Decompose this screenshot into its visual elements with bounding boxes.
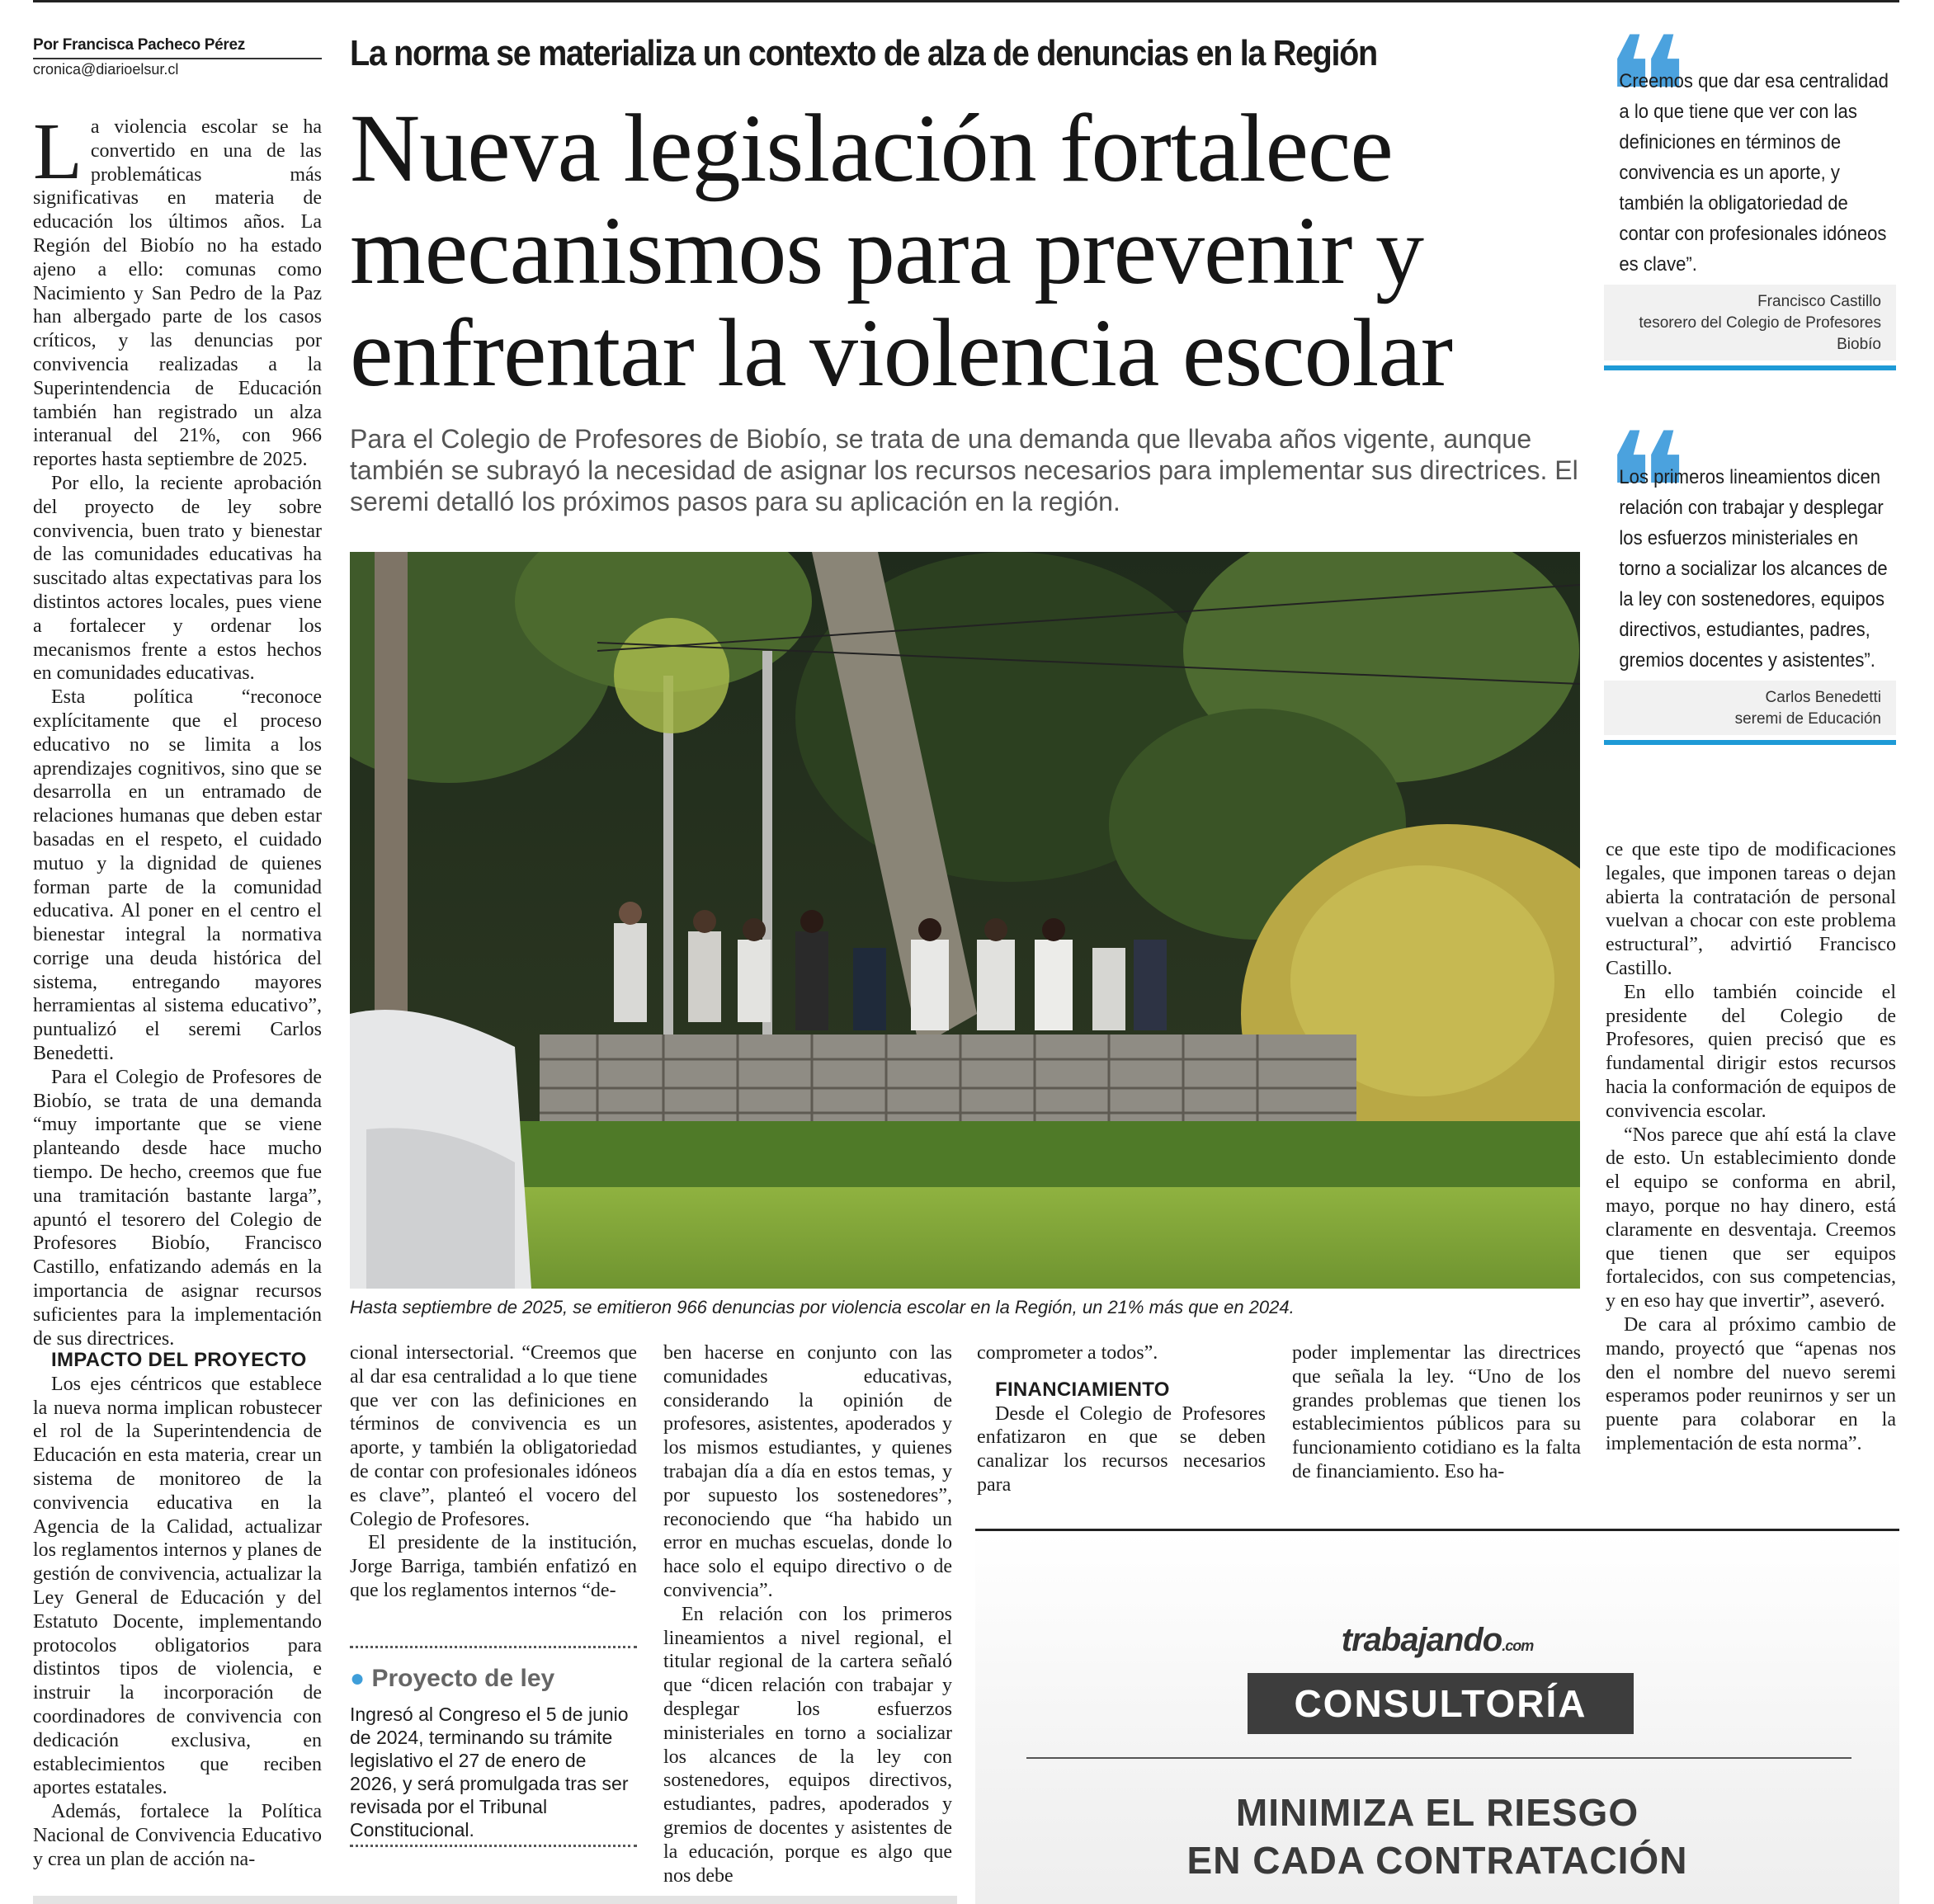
paragraph-1-text: a violencia escolar se ha convertido en una de las problemáticas más significativas en materia de educación los últimos años. La Región del Biobío no ha estado ajeno a ello: comunas como Nacimiento y San Pedro de la Paz han albergado parte de los casos críticos, y las denuncias por convivencia realizadas a la Superintendencia de Educación también han registrado un alza interanual del 21%, con 966 reportes hasta septiembre de 2025. [33, 116, 322, 471]
paragraph-17: De cara al próximo cambio de mando, proyectó que “apenas nos den el nombre del nuevo seremi esperamos poder reunirnos y ser un puente para colaborar en la implementación de esta norma”. [1606, 1313, 1896, 1454]
pull-quote-2 [1604, 399, 1896, 745]
subhead: Para el Colegio de Profesores de Biobío, se trata de una demanda que llevaba años vigente, aunque también se subrayó la necesidad de asignar los recursos necesarios para implementar sus directrices. El seremi detalló los próximos pasos para su aplicación en la región. [350, 424, 1578, 516]
section-heading-financiamiento: FINANCIAMIENTO [995, 1378, 1170, 1401]
paragraph-4: Para el Colegio de Profesores de Biobío, se trata de una demanda “muy importante que se viene planteando desde hace mucho tiempo. De hecho, creemos que fue una tramitación bastante larga”, apuntó el tesorero del Colegio de Profesores Biobío, Francisco Castillo, enfatizando además en la importancia de asignar recursos suficientes para la implementación de sus directrices. [33, 1066, 322, 1350]
article-column-1 [33, 107, 322, 1350]
headline [350, 94, 1604, 407]
headline-line-3: enfrentar la violencia escolar [350, 299, 1453, 407]
kicker: La norma se materializa un contexto de alza de denuncias en la Región [350, 33, 1377, 73]
paragraph-2: Por ello, la reciente aprobación del proyecto de ley sobre convivencia, buen trato y bienestar de las comunidades educativas ha suscitado altas expectativas para los distintos actores locales, pues viene a fortalecer y ordenar los mecanismos frente a estos hechos en comunidades educativas. [33, 472, 322, 685]
paragraph-7: cional intersectorial. “Creemos que al dar esa centralidad a lo que tiene que ver con las definiciones en términos de convivencia es un aporte, y también la obligatoriedad de contar con profesionales idóneos es clave”, planteó el vocero del Colegio de Profesores. [350, 1342, 637, 1530]
sidebar-title-text: Proyecto de ley [371, 1665, 555, 1692]
ad-divider [1026, 1757, 1851, 1759]
advertisement[interactable] [975, 1533, 1899, 1904]
article-column-4 [977, 1341, 1266, 1497]
article-photo [350, 552, 1580, 1289]
byline-email[interactable]: cronica@diarioelsur.cl [33, 61, 179, 78]
ad-top-rule [975, 1529, 1899, 1531]
paragraph-13: poder implementar las directrices que señala la ley. “Uno de los grandes problemas que tienen los establecimientos públicos para su funcionamiento cotidiano es la falta de financiamiento. Eso ha- [1292, 1342, 1581, 1482]
sidebar-title [350, 1665, 637, 1693]
article-column-6 [1606, 838, 1896, 1456]
photo-illustration [350, 552, 1580, 1289]
photo-caption: Hasta septiembre de 2025, se emitieron 966 denuncias por violencia escolar en la Región, un 21% más que en 2024. [350, 1297, 1295, 1317]
sidebar-proyecto-de-ley [350, 1665, 637, 1841]
quote-1-name: Francisco Castillo [1757, 293, 1881, 310]
headline-line-1: Nueva legislación fortalece [350, 94, 1393, 202]
paragraph-6: Además, fortalece la Política Nacional de Convivencia Educativo y crea un plan de acción na- [33, 1801, 322, 1870]
sidebar-rule-top [350, 1646, 637, 1648]
paragraph-11: comprometer a todos”. [977, 1342, 1158, 1364]
bottom-rule [33, 1896, 957, 1904]
sidebar-text: Ingresó al Congreso el 5 de junio de 2024, terminando su trámite legislativo el 27 de enero de 2026, y será promulgada tras ser revisada por el Tribunal Constitucional. [350, 1704, 629, 1840]
sidebar-rule-bottom [350, 1845, 637, 1847]
quote-marks-icon: ❝ [1604, 3, 1672, 186]
article-column-5 [1292, 1341, 1581, 1484]
section-heading-impacto: IMPACTO DEL PROYECTO [51, 1349, 307, 1371]
ad-logo-text: trabajando [1341, 1622, 1502, 1658]
quote-1-text: Creemos que dar esa centralidad a lo que tiene que ver con las definiciones en términos de convivencia es un aporte, y también la obligatoriedad de contar con profesionales idóneos es clave”. [1619, 70, 1889, 276]
paragraph-16: “Nos parece que ahí está la clave de esto. Un establecimiento donde el equipo se conforma en abril, mayo, porque no hay dinero, está claramente en desventaja. Creemos que tienen que ser equipos fortalecidos, con sus competencias, y en eso hay que invertir”, aseveró. [1606, 1124, 1896, 1313]
headline-line-2: mecanismos para prevenir y [350, 196, 1423, 304]
quote-marks-icon: ❝ [1604, 399, 1672, 582]
bullet-icon: ● [350, 1665, 366, 1692]
ad-logo [975, 1622, 1899, 1659]
top-rule [33, 0, 1899, 2]
article-column-3 [663, 1341, 952, 1888]
drop-cap: L [33, 107, 83, 196]
paragraph-10: En relación con los primeros lineamientos a nivel regional, el titular regional de la cartera señaló que “dicen relación con trabajar y desplegar los esfuerzos ministeriales en torno a socializar los alcances de la ley con sostenedores, equipos directivos, estudiantes, padres, apoderados y gremios de docentes y asistentes de la educación, porque es algo que nos debe [663, 1603, 952, 1887]
ad-slogan-line-2: EN CADA CONTRATACIÓN [1186, 1839, 1688, 1882]
quote-2-text: Los primeros lineamientos dicen relación con trabajar y desplegar los esfuerzos ministeriales en torno a socializar los alcances de la ley con sostenedores, equipos directivos, estudiantes, padres, gremios docentes y asistentes”. [1619, 466, 1888, 672]
lawn [350, 1187, 1580, 1289]
palm-tree [614, 618, 729, 733]
ad-slogan [975, 1789, 1899, 1884]
byline-author: Por Francisca Pacheco Pérez [33, 36, 322, 59]
quote-2-name: Carlos Benedetti [1765, 689, 1881, 706]
ad-logo-suffix: .com [1502, 1638, 1534, 1654]
paragraph-15: En ello también coincide el presidente del Colegio de Profesores, quien precisó que es fundamental dirigir estos recursos hacia la conformación de equipos de convivencia escolar. [1606, 981, 1896, 1122]
paragraph-12: Desde el Colegio de Profesores enfatizaron en que se deben canalizar los recursos necesarios para [977, 1402, 1266, 1496]
pull-quote-1 [1604, 3, 1896, 370]
paragraph-9: ben hacerse en conjunto con las comunidades educativas, considerando la opinión de profesores, asistentes, apoderados y los mismos estudiantes, y quienes trabajan día a día en estos temas, y por supuesto los sostenedores”, reconociendo que “ha habido un error en muchas escuelas, donde lo hace solo el equipo directivo o de convivencia”. [663, 1342, 952, 1601]
article-column-2 [350, 1341, 637, 1603]
paragraph-8: El presidente de la institución, Jorge Barriga, también enfatizó en que los reglamentos internos “de- [350, 1532, 637, 1601]
paragraph-5: Los ejes céntricos que establece la nueva norma implican robustecer el rol de la Superintendencia de Educación en esta materia, crear un sistema de monitoreo de la convivencia educativa en la Agencia de la Calidad, actualizar los reglamentos internos y planes de gestión de convivencia, actualizar la Ley General de Educación y del Estatuto Docente, implementando protocolos obligatorios para distintos tipos de violencia, e instruir la incorporación de coordinadores de convivencia con dedicación exclusiva, en establecimientos que reciben aportes estatales. [33, 1373, 322, 1799]
paragraph-3: Esta política “reconoce explícitamente que el proceso educativo no se limita a los aprendizajes cognitivos, sino que se desarrolla en un entramado de relaciones humanas que deben estar basadas en el respeto, el cuidado mutuo y la dignidad de quienes forman parte de la comunidad educativa. Al poner en el centro el bienestar integral la normativa corrige una deuda histórica del sistema, entregando mayores herramientas al sistema educativo”, puntualizó el seremi Carlos Benedetti. [33, 686, 322, 1065]
article-column-1b [33, 1349, 322, 1872]
ad-badge: CONSULTORÍA [1248, 1673, 1634, 1734]
ad-slogan-line-1: MINIMIZA EL RIESGO [1235, 1791, 1639, 1834]
paragraph-14: ce que este tipo de modificaciones legales, que imponen tareas o dejan abierta la contratación de personal vuelvan a chocar con este problema estructural”, advirtió Francisco Castillo. [1606, 839, 1896, 979]
quote-1-role: tesorero del Colegio de Profesores Biobío [1639, 314, 1881, 353]
quote-2-attribution [1604, 681, 1896, 745]
paragraph-1 [33, 107, 322, 472]
quote-2-role: seremi de Educación [1734, 710, 1881, 728]
quote-1-attribution [1604, 285, 1896, 370]
hedge [350, 1121, 1580, 1195]
